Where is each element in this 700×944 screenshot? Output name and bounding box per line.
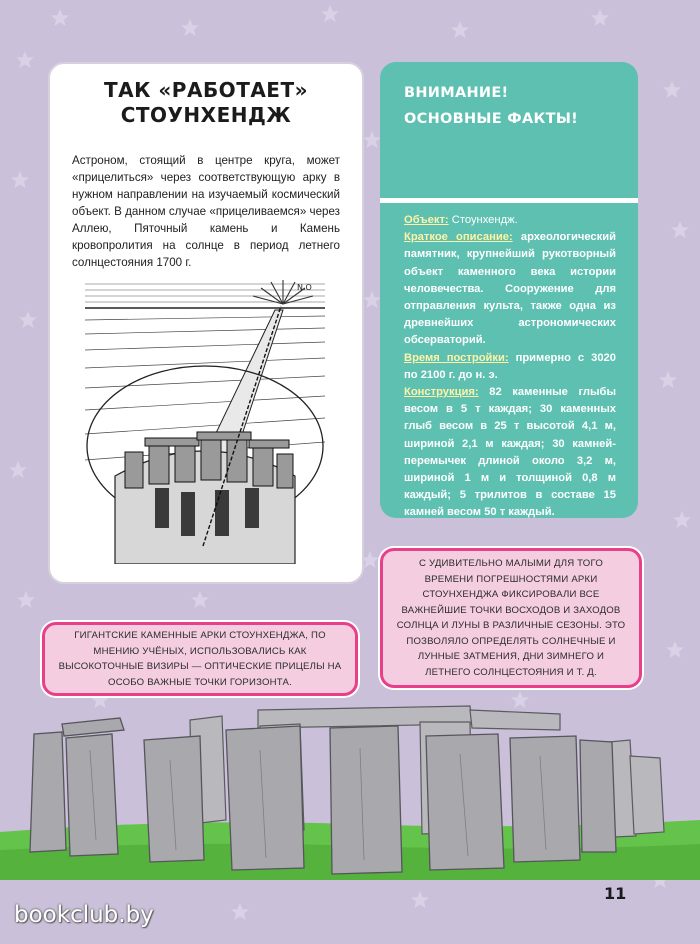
fact-build-time-key: Время постройки: xyxy=(404,351,509,364)
how-it-works-title-line1: ТАК «РАБОТАЕТ» xyxy=(103,78,309,102)
fact-description-value: археологический памятник, крупнейший рукотворный объект каменного века истории человечества. Сооружение для отправления культа, также одна из древнейших астрономических обсерваторий. xyxy=(404,231,616,347)
site-watermark: bookclub.by xyxy=(14,902,154,928)
illustration-label: N.O xyxy=(297,283,312,292)
fact-construction-value: 82 каменные глыбы весом в 5 т каждая; 30 каменных глыб весом в 25 т высотой 4,1 м, шириной 2,1 м каждая; 30 камней-перемычек длиной около 3,2 м, шириной 1 м и толщиной 0,8 м каждый; 5 трилитов в составе 15 камней весом 50 т каждый. xyxy=(404,386,617,519)
stonehenge-sightline-illustration xyxy=(85,276,325,564)
fact-construction-key: Конструкция: xyxy=(404,386,479,399)
main-facts-title-line2: ОСНОВНЫЕ ФАКТЫ! xyxy=(404,111,579,127)
fact-build-time xyxy=(404,350,616,384)
how-it-works-panel xyxy=(48,62,364,584)
fact-description-key: Краткое описание: xyxy=(404,231,513,244)
how-it-works-text: Астроном, стоящий в центре круга, может «прицелиться» через соответствующую арку в нужном направлении на изучаемый космический объект. В данном случае «прицеливаемся» через Аллею, Пяточный камень и Камень кровопролития на солнце в период летнего солнцестояния 1700 г. xyxy=(72,154,340,269)
main-facts-title-line1: ВНИМАНИЕ! xyxy=(404,85,509,101)
facts-list xyxy=(404,212,616,522)
stonehenge-stones-illustration xyxy=(0,700,700,880)
main-facts-panel xyxy=(380,62,638,518)
fact-object-key: Объект: xyxy=(404,214,449,226)
callout-arches-text: ГИГАНТСКИЕ КАМЕННЫЕ АРКИ СТОУНХЕНДЖА, ПО МНЕНИЮ УЧЁНЫХ, ИСПОЛЬЗОВАЛИСЬ КАК ВЫСОКОТОЧНЫЕ ВИЗИРЫ — ОПТИЧЕСКИЕ ПРИЦЕЛЫ НА ОСОБО ВАЖНЫЕ ТОЧКИ ГОРИЗОНТА. xyxy=(58,630,342,688)
callout-accuracy xyxy=(380,548,642,688)
how-it-works-title xyxy=(60,78,352,128)
fact-construction xyxy=(404,384,616,522)
fact-object xyxy=(404,212,616,229)
facts-divider xyxy=(380,198,638,203)
fact-build-time-value: примерно с 3020 по 2100 г. до н. э. xyxy=(404,351,616,381)
page-number: 11 xyxy=(604,884,627,903)
main-facts-title xyxy=(404,80,578,132)
fact-description xyxy=(404,229,616,349)
callout-accuracy-text: С УДИВИТЕЛЬНО МАЛЫМИ ДЛЯ ТОГО ВРЕМЕНИ ПОГРЕШНОСТЯМИ АРКИ СТОУНХЕНДЖА ФИКСИРОВАЛИ ВСЕ ВАЖНЕЙШИЕ ТОЧКИ ВОСХОДОВ И ЗАХОДОВ СОЛНЦА И ЛУНЫ В РАЗЛИЧНЫЕ СЕЗОНЫ. ЭТО ПОЗВОЛЯЛО ОПРЕДЕЛЯТЬ СОЛНЕЧНЫЕ И ЛУННЫЕ ЗАТМЕНИЯ, ДНИ ЗИМНЕГО И ЛЕТНЕГО СОЛНЦЕСТОЯНИЯ И Т. Д. xyxy=(396,558,626,678)
how-it-works-title-line2: СТОУНХЕНДЖ xyxy=(120,103,292,127)
callout-arches xyxy=(42,622,358,696)
fact-object-value: Стоунхендж. xyxy=(451,214,518,226)
